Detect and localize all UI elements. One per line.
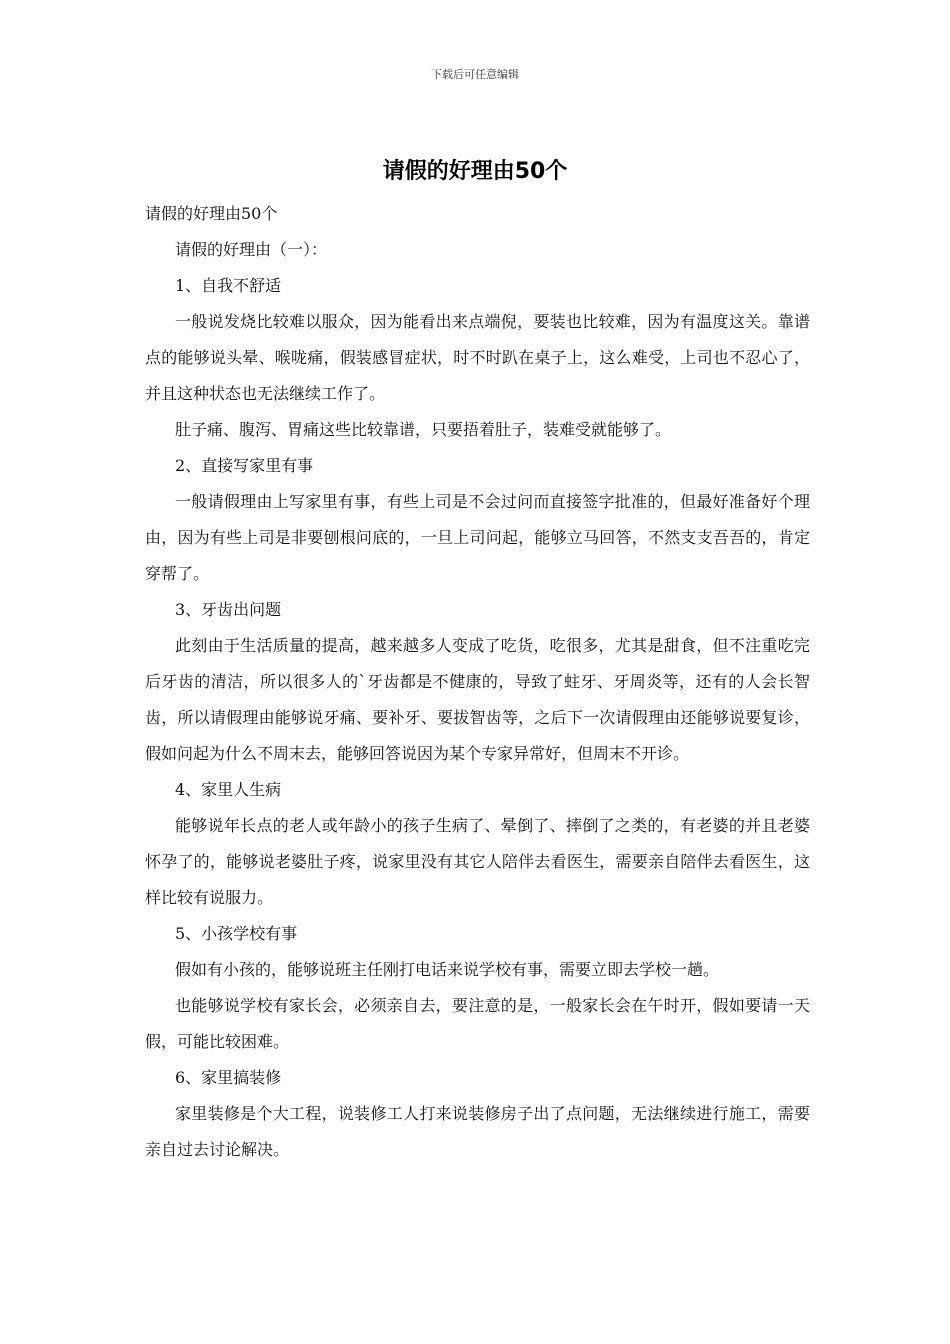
document-body — [145, 196, 810, 1168]
body-paragraph: 肚子痛、腹泻、胃痛这些比较靠谱，只要捂着肚子，装难受就能够了。 — [175, 420, 672, 439]
item-heading: 2、直接写家里有事 — [175, 456, 314, 475]
item-heading: 4、家里人生病 — [175, 780, 282, 799]
document-title: 请假的好理由50个 — [382, 159, 568, 184]
header-note: 下载后可任意编辑 — [431, 68, 519, 81]
body-paragraph: 此刻由于生活质量的提高，越来越多人变成了吃货，吃很多，尤其是甜食，但不注重吃完后牙齿的清洁，所以很多人的`牙齿都是不健康的，导致了蛀牙、牙周炎等，还有的人会长智齿，所以请假理由能够说牙痛、要补牙、要拔智齿等，之后下一次请假理由还能够说要复诊，假如问起为什么不周末去，能够回答说因为某个专家异常好，但周末不开诊。 — [145, 636, 810, 763]
body-paragraph: 假如有小孩的，能够说班主任刚打电话来说学校有事，需要立即去学校一趟。 — [175, 960, 720, 979]
body-paragraph: 家里装修是个大工程，说装修工人打来说装修房子出了点问题，无法继续进行施工，需要亲自过去讨论解决。 — [145, 1104, 810, 1159]
item-heading: 3、牙齿出问题 — [175, 600, 282, 619]
body-paragraph: 一般请假理由上写家里有事，有些上司是不会过问而直接签字批准的，但最好准备好个理由，因为有些上司是非要刨根问底的，一旦上司问起，能够立马回答，不然支支吾吾的，肯定穿帮了。 — [145, 492, 810, 583]
section-heading: 请假的好理由（一）： — [175, 240, 328, 259]
item-heading: 1、自我不舒适 — [175, 276, 282, 295]
body-paragraph: 一般说发烧比较难以服众，因为能看出来点端倪，要装也比较难，因为有温度这关。靠谱点的能够说头晕、喉咙痛，假装感冒症状，时不时趴在桌子上，这么难受，上司也不忍心了，并且这种状态也无法继续工作了。 — [145, 312, 810, 403]
body-paragraph: 也能够说学校有家长会，必须亲自去，要注意的是，一般家长会在午时开，假如要请一天假，可能比较困难。 — [145, 996, 810, 1051]
item-heading: 5、小孩学校有事 — [175, 924, 298, 943]
body-paragraph: 能够说年长点的老人或年龄小的孩子生病了、晕倒了、摔倒了之类的，有老婆的并且老婆怀孕了的，能够说老婆肚子疼，说家里没有其它人陪伴去看医生，需要亲自陪伴去看医生，这样比较有说服力。 — [145, 816, 810, 907]
subtitle-paragraph: 请假的好理由50个 — [145, 204, 278, 223]
item-heading: 6、家里搞装修 — [175, 1068, 282, 1087]
